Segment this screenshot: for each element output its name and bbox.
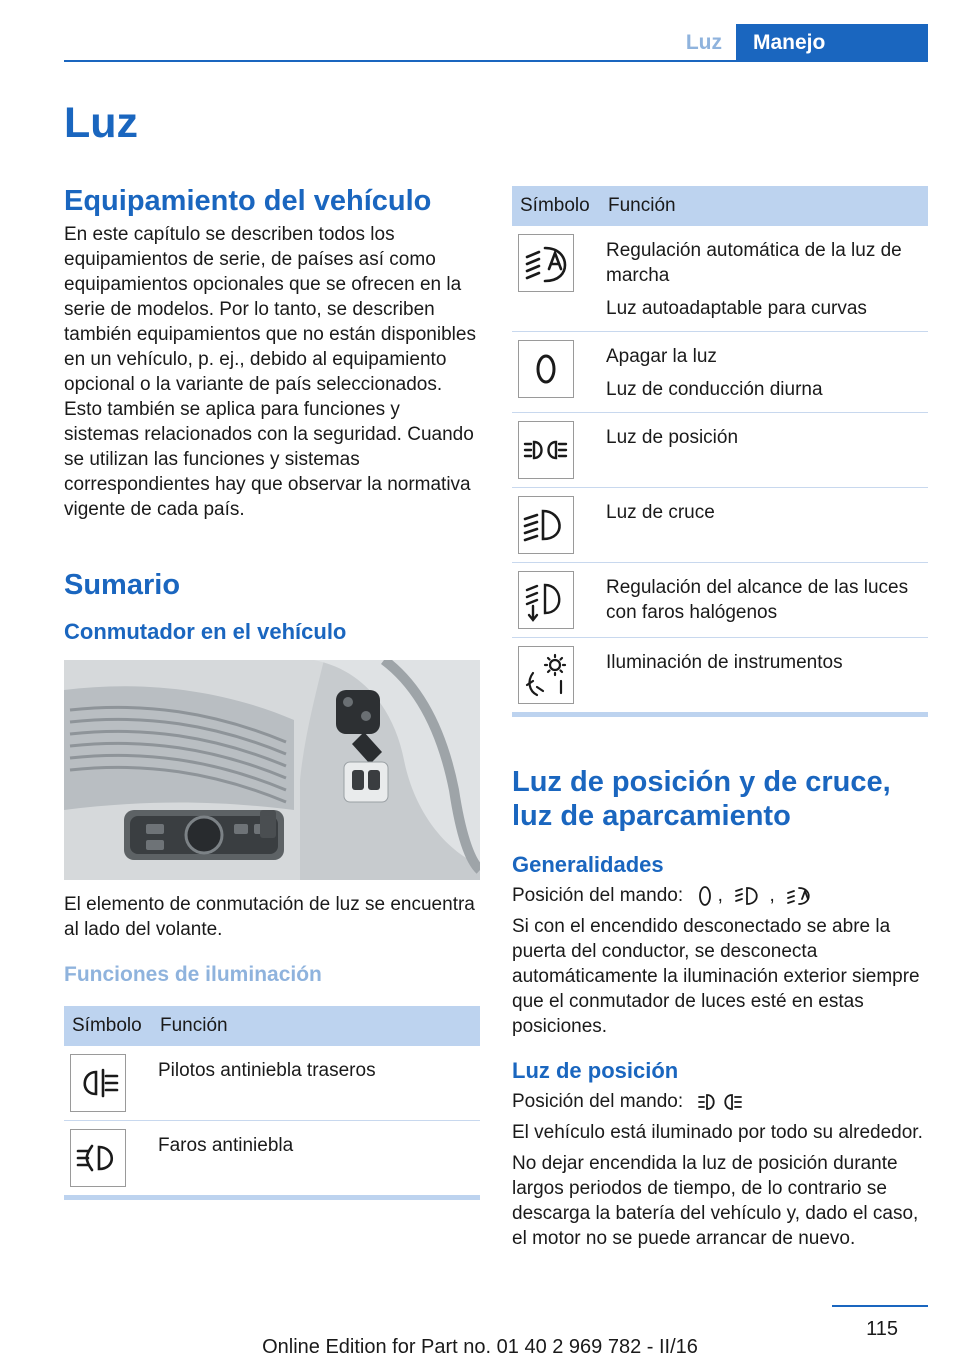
col-symbol: Símbolo xyxy=(64,1006,152,1046)
function-description: Luz de posición xyxy=(600,413,928,488)
table-row xyxy=(512,332,928,413)
functions-table-right xyxy=(512,186,928,712)
parking-heading: Luz de posición xyxy=(512,1058,679,1083)
function-description: Faros antiniebla xyxy=(158,1135,294,1156)
left-column xyxy=(64,100,480,1200)
table-bottom-rule xyxy=(512,712,928,717)
low-beam-icon xyxy=(518,496,574,554)
instrument-lighting-icon xyxy=(518,646,574,704)
light-off-icon xyxy=(698,885,712,907)
switch-position-label: Posición del mando: xyxy=(512,1091,684,1112)
table-row xyxy=(512,563,928,638)
parking-light-icon xyxy=(734,885,764,907)
function-description: Luz autoadaptable para curvas xyxy=(606,298,867,319)
parking-light-icon xyxy=(518,421,574,479)
page-number: 115 xyxy=(866,1318,898,1340)
function-description: Regulación del alcance de las luces con faros halógenos xyxy=(600,563,928,638)
equipment-text: En este capítulo se describen todos los equipamientos de serie, de países así como equipamientos opcionales que se ofrecen en la serie de modelos. Por lo tanto, se describen también equipamientos que no están disponibles en un vehículo, p. ej., debido al equipamiento opcional o la variante de país seleccionados. Esto también se aplica para funciones y sistemas relacionados con la seguridad. Cuando se utilizan las funciones y sistemas correspondientes hay que observar la normativa vigente de cada país. xyxy=(64,224,476,520)
function-description: Luz de cruce xyxy=(600,488,928,563)
switch-heading: Conmutador en el vehículo xyxy=(64,619,347,644)
rear-fog-light-icon xyxy=(70,1054,126,1112)
table-row xyxy=(64,1121,480,1196)
headlight-range-icon xyxy=(518,571,574,629)
table-row xyxy=(512,226,928,332)
footer-rule xyxy=(832,1305,928,1307)
table-row xyxy=(512,488,928,563)
table-row xyxy=(64,1046,480,1121)
auto-headlight-icon xyxy=(518,234,574,292)
auto-headlight-icon xyxy=(786,885,816,907)
parking-text-1: El vehículo está iluminado por todo su alrededor. xyxy=(512,1122,923,1143)
separator: , xyxy=(769,885,775,906)
col-symbol: Símbolo xyxy=(512,186,600,226)
table-row xyxy=(512,638,928,713)
header-section-label: Luz xyxy=(685,31,722,54)
table-bottom-rule xyxy=(64,1195,480,1200)
function-description: Iluminación de instrumentos xyxy=(606,652,843,673)
header-rule xyxy=(64,60,928,62)
equipment-heading: Equipamiento del vehículo xyxy=(64,185,432,217)
edition-note: Online Edition for Part no. 01 40 2 969 782 - II/16 xyxy=(262,1336,698,1358)
light-switch-photo xyxy=(64,660,480,880)
col-function: Función xyxy=(600,186,928,226)
parking-light-icon xyxy=(698,1091,742,1113)
switch-position-label: Posición del mando: xyxy=(512,885,684,906)
table-row xyxy=(512,413,928,488)
general-heading: Generalidades xyxy=(512,852,664,877)
switch-position-line xyxy=(512,883,928,908)
summary-heading: Sumario xyxy=(64,569,181,601)
right-column xyxy=(512,186,928,1251)
function-description: Regulación automática de la luz de marcha xyxy=(606,240,902,286)
general-text: Si con el encendido desconectado se abre la puerta del conductor, se desconecta automáticamente la iluminación exterior siempre que el conmutador de luces esté en estas posiciones. xyxy=(512,916,920,1037)
light-off-icon xyxy=(518,340,574,398)
function-description: Luz de conducción diurna xyxy=(606,379,823,400)
function-description: Pilotos antiniebla traseros xyxy=(152,1046,480,1121)
page-title: Luz xyxy=(64,99,139,147)
function-description: Apagar la luz xyxy=(606,346,717,367)
front-fog-light-icon xyxy=(70,1129,126,1187)
separator: , xyxy=(717,885,723,906)
parking-text-2: No dejar encendida la luz de posición durante largos periodos de tiempo, de lo contrario se descarga la batería del vehículo y, dado el caso, el motor no se puede arrancar de nuevo. xyxy=(512,1153,919,1249)
col-function: Función xyxy=(152,1006,480,1046)
header-chapter-tab: Manejo xyxy=(736,24,928,61)
functions-heading: Funciones de iluminación xyxy=(64,963,322,986)
functions-table-left xyxy=(64,1006,480,1195)
photo-caption: El elemento de conmutación de luz se encuentra al lado del volante. xyxy=(64,894,475,940)
position-heading: Luz de posición y de cruce, luz de aparcamiento xyxy=(512,766,891,832)
parking-switch-line xyxy=(512,1089,928,1114)
